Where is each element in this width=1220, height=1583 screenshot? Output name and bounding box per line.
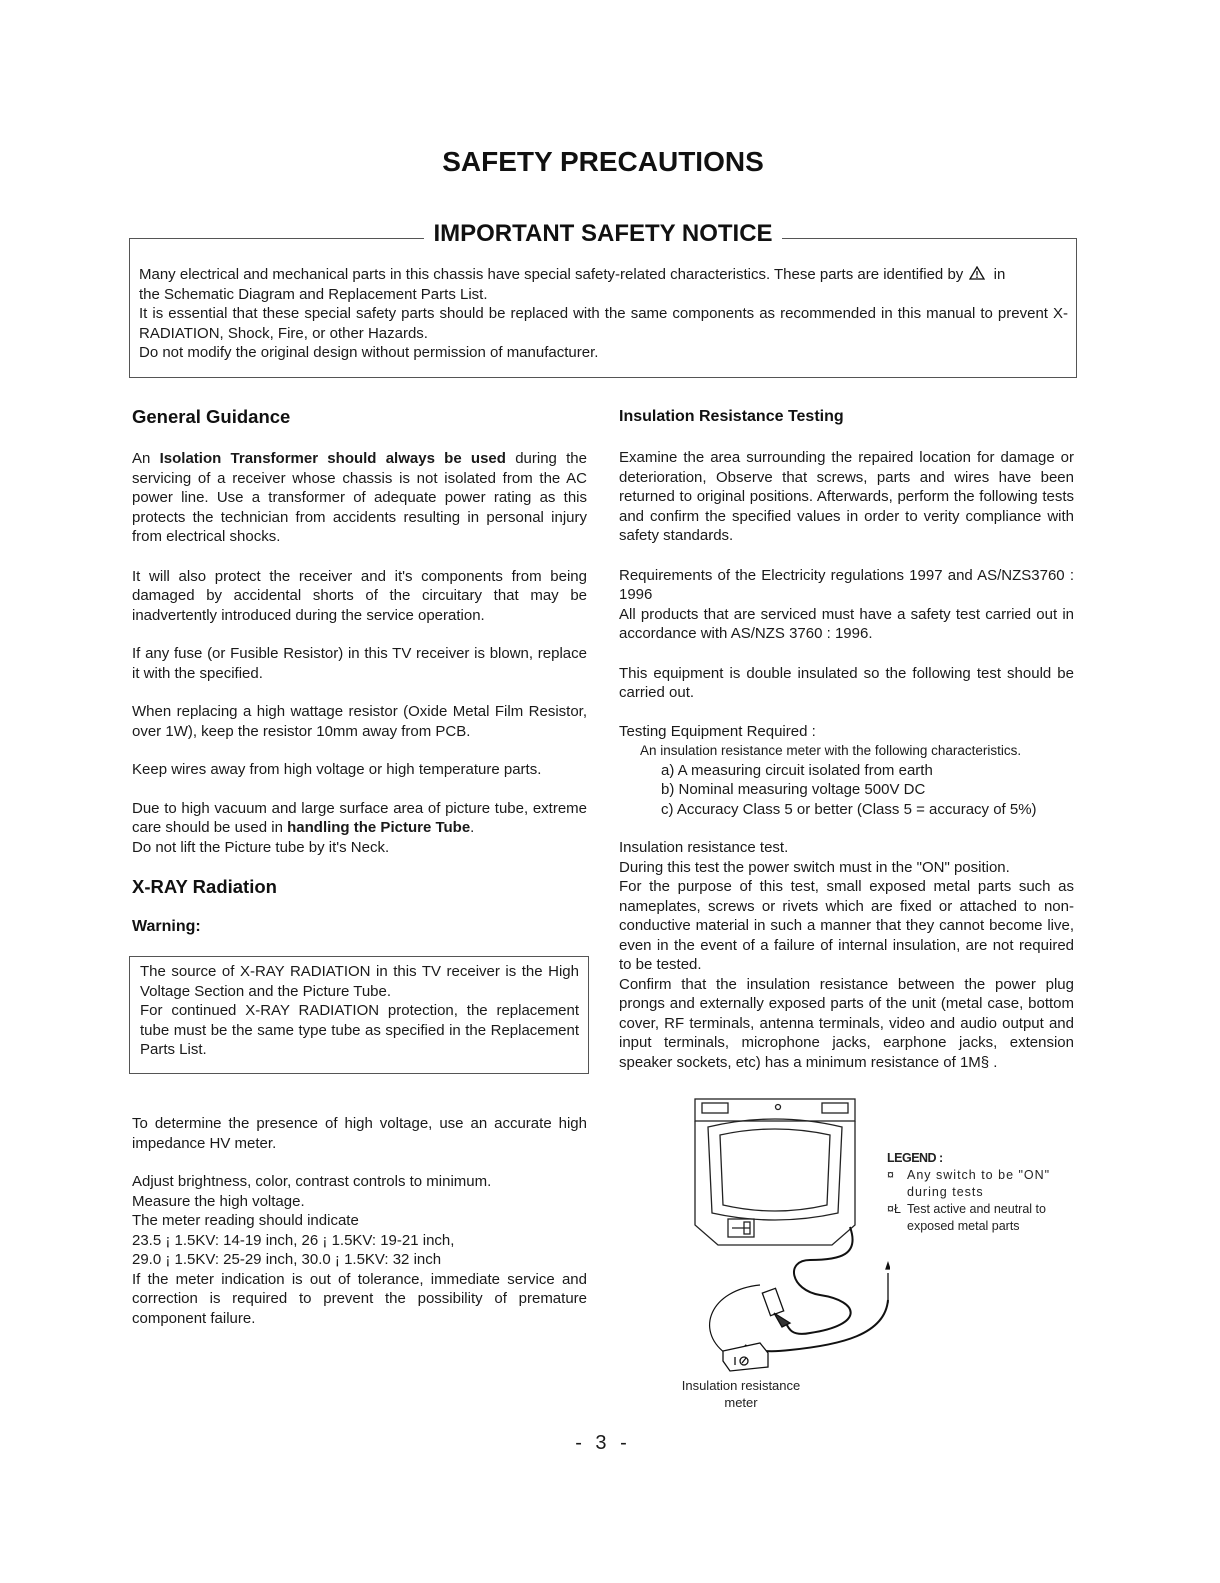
xray-heading: X-RAY Radiation: [132, 876, 277, 897]
p6-post: .: [470, 819, 475, 836]
paragraph-resistor: When replacing a high wattage resistor (Oxide Metal Film Resistor, over 1W), keep the resistor 10mm away from PCB.: [132, 703, 587, 740]
notice-line-1-text: Many electrical and mechanical parts in this chassis have special safety-related characteristics. These parts are identified by: [139, 266, 964, 283]
insulation-test-switch: During this test the power switch must in the "ON" position.: [619, 858, 1010, 876]
general-guidance-heading: General Guidance: [132, 406, 291, 427]
notice-line-4: Do not modify the original design without permission of manufacturer.: [139, 344, 599, 362]
paragraph-hv-meter: To determine the presence of high voltage, use an accurate high impedance HV meter.: [132, 1115, 587, 1152]
legend-item-1-text: Any switch to be "ON" during tests: [907, 1168, 1051, 1199]
hv-line-6: If the meter indication is out of tolerance, immediate service and correction is required to prevent the possibility of premature component failure.: [132, 1270, 587, 1327]
hv-line-1: Adjust brightness, color, contrast controls to minimum.: [132, 1173, 492, 1190]
insulation-test-confirm: Confirm that the insulation resistance between the power plug prongs and externally exposed parts of the unit (metal case, bottom cover, RF terminals, antenna terminals, video and audio output and input terminals, microphone jacks, earphone jacks, extension speaker sockets, etc) has a minimum resistance of 1M§ .: [619, 975, 1074, 1071]
p6-bold: handling the Picture Tube: [287, 819, 471, 836]
hv-line-3: The meter reading should indicate: [132, 1212, 359, 1229]
insulation-resistance-meter-icon: [723, 1343, 768, 1371]
hv-line-5: 29.0 ¡ 1.5KV: 25-29 inch, 30.0 ¡ 1.5KV: 32 inch: [132, 1251, 442, 1268]
notice-line-1-tail: in: [993, 266, 1006, 283]
legend-item-1: [887, 1167, 1077, 1201]
p6-pre: Due to high vacuum and large surface area of picture tube, extreme care should be used in: [132, 799, 587, 836]
figure-caption: Insulation resistance meter: [681, 1378, 801, 1410]
paragraph-picture-tube: [132, 799, 587, 838]
tv-rear-illustration: [695, 1099, 855, 1245]
xray-warning-text: [140, 962, 579, 1060]
equipment-required: Testing Equipment Required :: [619, 722, 816, 740]
p1-post: during the servicing of a receiver whose chassis is not isolated from the AC power line. Use a transformer of adequate power rating as this protects the technician from accidents resulting in personal injury from electrical shocks.: [132, 450, 587, 545]
hv-line-4: 23.5 ¡ 1.5KV: 14-19 inch, 26 ¡ 1.5KV: 19-21 inch,: [132, 1231, 455, 1249]
general-guidance-body: [132, 449, 587, 857]
equipment-item-a: a) A measuring circuit isolated from earth: [661, 761, 933, 779]
paragraph-isolation: [132, 449, 587, 547]
notice-line-3: It is essential that these special safety parts should be replaced with the same components as recommended in this manual to prevent X-RADIATION, Shock, Fire, or other Hazards.: [139, 305, 1068, 342]
xray-warning-line-2: For continued X-RAY RADIATION protection, the replacement tube must be the same type tube as specified in the Replacement Parts List.: [140, 1002, 579, 1058]
p1-pre: An: [132, 450, 151, 467]
page-title: SAFETY PRECAUTIONS: [442, 146, 764, 177]
insulation-body: [619, 448, 1074, 1072]
legend-title: LEGEND :: [887, 1151, 943, 1165]
equipment-description: An insulation resistance meter with the following characteristics.: [640, 743, 1022, 758]
paragraph-wires: Keep wires away from high voltage or high temperature parts.: [132, 761, 542, 778]
double-insulated-paragraph: This equipment is double insulated so the following test should be carried out.: [619, 664, 1074, 701]
test-probe: [886, 1263, 890, 1303]
figure-legend: [887, 1150, 1077, 1235]
paragraph-picture-tube-neck: Do not lift the Picture tube by it's Neck.: [132, 838, 390, 856]
legend-item-2-mark: ¤Ł: [887, 1202, 901, 1216]
legend-item-2-text: Test active and neutral to exposed metal parts: [907, 1202, 1046, 1233]
equipment-item-b: b) Nominal measuring voltage 500V DC: [661, 781, 926, 798]
insulation-test-exemption: For the purpose of this test, small exposed metal parts such as nameplates, screws or rivets which are fixed or attached to non-conductive material in such a manner that they cannot become live, even in the event of a failure of internal insulation, are not required to be tested.: [619, 878, 1074, 973]
meter-lead: [710, 1285, 760, 1353]
regulations-detail: All products that are serviced must have a safety test carried out in accordance with AS/NZS 3760 : 1996.: [619, 605, 1074, 642]
insulation-paragraph-1: Examine the area surrounding the repaired location for damage or deterioration, Observe that screws, parts and wires have been returned to original positions. Afterwards, perform the following tests and confirm the specified values in order to verity compliance with safety standards.: [619, 449, 1074, 544]
legend-item-2: [887, 1201, 1077, 1235]
equipment-item-c: c) Accuracy Class 5 or better (Class 5 = accuracy of 5%): [661, 800, 1037, 818]
paragraph-shorts: It will also protect the receiver and it's components from being damaged by accidental shorts of the circuitary that may be inadvertently introduced during the service operation.: [132, 567, 587, 624]
notice-heading: [0, 220, 1206, 248]
power-plug: [762, 1288, 790, 1327]
insulation-heading: Insulation Resistance Testing: [619, 408, 844, 425]
notice-heading-text: IMPORTANT SAFETY NOTICE: [424, 220, 781, 247]
notice-line-2: the Schematic Diagram and Replacement Parts List.: [139, 285, 488, 303]
p1-bold: Isolation Transformer should always be used: [159, 450, 506, 467]
hv-line-2: Measure the high voltage.: [132, 1192, 305, 1210]
warning-heading: Warning:: [132, 918, 201, 935]
insulation-test-title: Insulation resistance test.: [619, 839, 789, 856]
legend-item-1-mark: ¤: [887, 1168, 894, 1182]
regulations-line: Requirements of the Electricity regulations 1997 and AS/NZS3760 : 1996: [619, 566, 1074, 603]
page-number: - 3 -: [575, 1432, 631, 1454]
warning-triangle-icon: [969, 266, 985, 280]
high-voltage-body: [132, 1114, 587, 1328]
notice-line-1: [139, 265, 1068, 285]
notice-body: [139, 265, 1068, 363]
paragraph-fuse: If any fuse (or Fusible Resistor) in this TV receiver is blown, replace it with the specified.: [132, 645, 587, 682]
xray-warning-line-1: The source of X-RAY RADIATION in this TV receiver is the High Voltage Section and the Picture Tube.: [140, 963, 579, 1000]
tv-insulation-test-diagram: [690, 1095, 890, 1380]
